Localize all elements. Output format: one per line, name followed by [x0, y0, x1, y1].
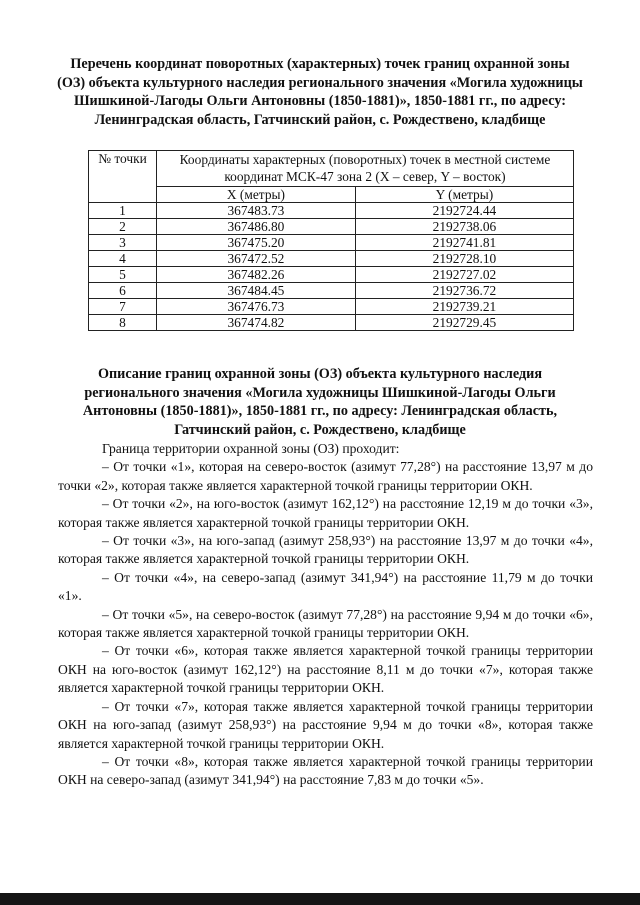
table-row [89, 235, 574, 251]
x-value: 367476.73 [157, 299, 356, 315]
table-row [89, 315, 574, 331]
table-row [89, 203, 574, 219]
coordinates-list-title: Перечень координат поворотных (характерных) точек границ охранной зоны (ОЗ) объекта культурного наследия регионального значения «Могила художницы Шишкиной-Лагоды Ольги Антоновны (1850-1881)», 1850-1881 гг., по адресу: Ленинградская область, Гатчинский район, с. Рождествено, кладбище [57, 56, 583, 128]
header-x: X (метры) [157, 187, 356, 203]
table-row [89, 219, 574, 235]
y-value: 2192738.06 [355, 219, 573, 235]
boundary-paragraph: – От точки «7», которая также является характерной точкой границы территории ОКН на юго-запад (азимут 258,93°) на расстояние 9,94 м до точки «8», которая также является характерной точкой границы территории ОКН. [58, 698, 593, 751]
y-value: 2192727.02 [355, 267, 573, 283]
x-value: 367482.26 [157, 267, 356, 283]
boundary-paragraph: – От точки «3», на юго-запад (азимут 258,93°) на расстояние 13,97 м до точки «4», которая также является характерной точкой границы территории ОКН. [58, 533, 593, 567]
table-row [89, 299, 574, 315]
boundary-paragraph: – От точки «5», на северо-восток (азимут 77,28°) на расстояние 9,94 м до точки «6», которая также является характерной точкой границы территории ОКН. [58, 606, 593, 641]
coordinates-table [88, 150, 574, 331]
y-value: 2192739.21 [355, 299, 573, 315]
table-subheader-row [89, 187, 574, 203]
x-value: 367484.45 [157, 283, 356, 299]
x-value: 367475.20 [157, 235, 356, 251]
y-value: 2192724.44 [355, 203, 573, 219]
y-value: 2192728.10 [355, 251, 573, 267]
header-coordinates-description: Координаты характерных (поворотных) точек в местной системе координат МСК-47 зона 2 (X – север, Y – восток) [157, 151, 574, 187]
point-number: 8 [89, 315, 157, 331]
header-y: Y (метры) [355, 187, 573, 203]
x-value: 367483.73 [157, 203, 356, 219]
table-row [89, 283, 574, 299]
y-value: 2192741.81 [355, 235, 573, 251]
boundary-paragraph: – От точки «2», на юго-восток (азимут 162,12°) на расстояние 12,19 м до точки «3», которая также является характерной точкой границы территории ОКН. [58, 496, 593, 530]
boundary-paragraph: – От точки «4», на северо-запад (азимут 341,94°) на расстояние 11,79 м до точки «1». [58, 569, 593, 604]
header-point-number: № точки [89, 151, 157, 203]
point-number: 1 [89, 203, 157, 219]
table-header-row [89, 151, 574, 187]
point-number: 7 [89, 299, 157, 315]
y-value: 2192729.45 [355, 315, 573, 331]
boundary-paragraph: – От точки «6», которая также является характерной точкой границы территории ОКН на юго-восток (азимут 162,12°) на расстояние 8,11 м до точки «7», которая также является характерной точкой границы территории ОКН. [58, 643, 593, 696]
point-number: 6 [89, 283, 157, 299]
point-number: 5 [89, 267, 157, 283]
boundary-paragraph: – От точки «8», которая также является характерной точкой границы территории ОКН на северо-запад (азимут 341,94°) на расстояние 7,83 м до точки «5». [58, 753, 593, 788]
table-row [89, 267, 574, 283]
intro-paragraph: Граница территории охранной зоны (ОЗ) проходит: [102, 441, 400, 456]
boundary-description-body [58, 440, 593, 790]
y-value: 2192736.72 [355, 283, 573, 299]
boundary-description-title: Описание границ охранной зоны (ОЗ) объекта культурного наследия регионального значения «Могила художницы Шишкиной-Лагоды Ольги Антоновны (1850-1881)», 1850-1881 гг., по адресу: Ленинградская область, Гатчинский район, с. Рождествено, кладбище [82, 366, 558, 438]
x-value: 367474.82 [157, 315, 356, 331]
point-number: 2 [89, 219, 157, 235]
table-row [89, 251, 574, 267]
x-value: 367472.52 [157, 251, 356, 267]
point-number: 4 [89, 251, 157, 267]
point-number: 3 [89, 235, 157, 251]
scan-bottom-edge [0, 893, 640, 905]
x-value: 367486.80 [157, 219, 356, 235]
boundary-paragraph: – От точки «1», которая на северо-восток (азимут 77,28°) на расстояние 13,97 м до точки «2», которая также является характерной точкой границы территории ОКН. [58, 459, 593, 493]
